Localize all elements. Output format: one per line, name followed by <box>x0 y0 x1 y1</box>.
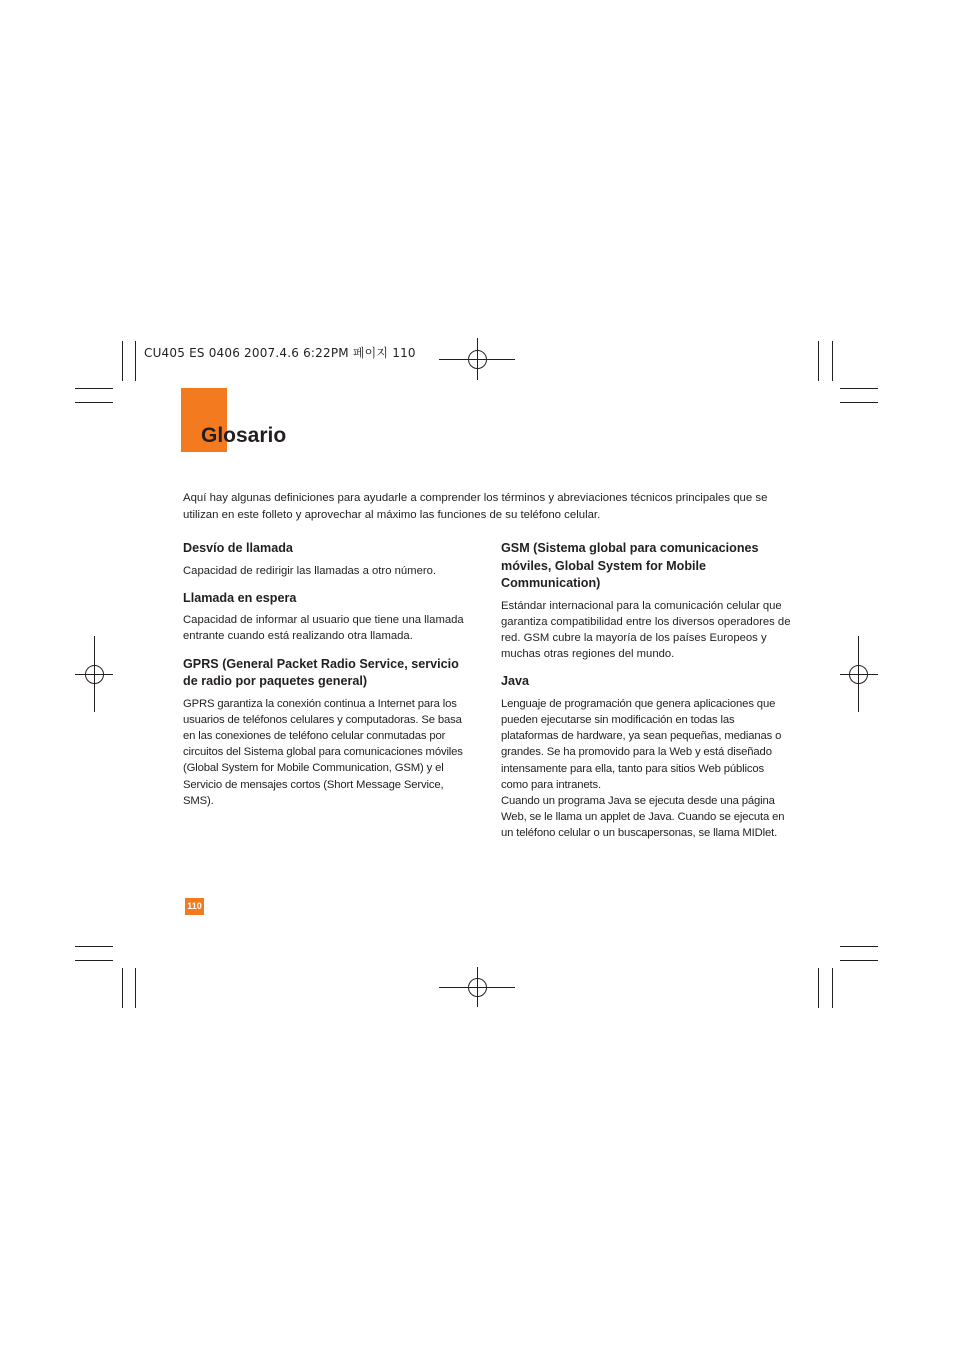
right-column <box>501 540 791 853</box>
glossary-entry <box>183 540 473 579</box>
page-title: Glosario <box>201 424 287 447</box>
crop-mark <box>75 960 113 961</box>
glossary-entry <box>501 673 791 841</box>
glossary-entry <box>183 590 473 645</box>
glossary-term: Java <box>501 674 530 689</box>
glossary-definition: Lenguaje de programación que genera aplicaciones que pueden ejecutarse sin modificación en todas las plataformas de hardware, ya sean pequeñas, medianas o grandes. Se ha promovido para la Web y está diseñado intensamente para ella, tanto para sitios Web públicos como para intranets. <box>501 697 782 791</box>
crop-mark <box>818 968 819 1008</box>
crop-mark <box>840 388 878 389</box>
glossary-entry <box>501 540 791 662</box>
glossary-definition-continued: Cuando un programa Java se ejecuta desde una página Web, se le llama un applet de Java. Cuando se ejecuta en un teléfono celular o un buscapersonas, se llama MIDlet. <box>501 795 785 840</box>
glossary-definition: GPRS garantiza la conexión continua a Internet para los usuarios de teléfonos celulares y computadoras. Se basa en las conexiones de teléfono celular conmutadas por circuitos del Sistema global para comunicaciones móviles (Global System for Mobile Communication, GSM) y el Servicio de mensajes cortos (Short Message Service, SMS). <box>183 697 463 807</box>
registration-mark <box>468 350 487 369</box>
glossary-definition: Estándar internacional para la comunicación celular que garantiza compatibilidad entre los diversos operadores de red. GSM cubre la mayoría de los países Europeos y muchas otras regiones del mundo. <box>501 599 791 661</box>
crop-mark <box>832 968 833 1008</box>
crop-mark <box>832 341 833 381</box>
crop-mark <box>75 946 113 947</box>
page-number-badge: 110 <box>185 898 204 915</box>
print-slug: CU405 ES 0406 2007.4.6 6:22PM 페이지 110 <box>144 346 416 360</box>
glossary-definition: Capacidad de informar al usuario que tiene una llamada entrante cuando está realizando otra llamada. <box>183 614 464 643</box>
registration-mark <box>85 665 104 684</box>
crop-mark <box>840 402 878 403</box>
crop-mark <box>135 341 136 381</box>
left-column <box>183 540 473 820</box>
glossary-entry <box>183 656 473 809</box>
glossary-term: Llamada en espera <box>183 590 297 605</box>
crop-mark <box>122 968 123 1008</box>
intro-paragraph: Aquí hay algunas definiciones para ayudarle a comprender los términos y abreviaciones técnicos principales que se utilizan en este folleto y aprovechar al máximo las funciones de su teléfono celular. <box>183 492 768 521</box>
registration-mark <box>849 665 868 684</box>
registration-mark <box>468 978 487 997</box>
crop-mark <box>818 341 819 381</box>
glossary-term: Desvío de llamada <box>183 541 293 555</box>
crop-mark <box>840 960 878 961</box>
crop-mark <box>840 946 878 947</box>
glossary-term: GPRS (General Packet Radio Service, servicio de radio por paquetes general) <box>183 656 459 689</box>
crop-mark <box>122 341 123 381</box>
glossary-term: GSM (Sistema global para comunicaciones móviles, Global System for Mobile Communication) <box>501 541 759 590</box>
crop-mark <box>75 388 113 389</box>
glossary-definition: Capacidad de redirigir las llamadas a otro número. <box>183 564 437 577</box>
crop-mark <box>75 402 113 403</box>
crop-mark <box>135 968 136 1008</box>
